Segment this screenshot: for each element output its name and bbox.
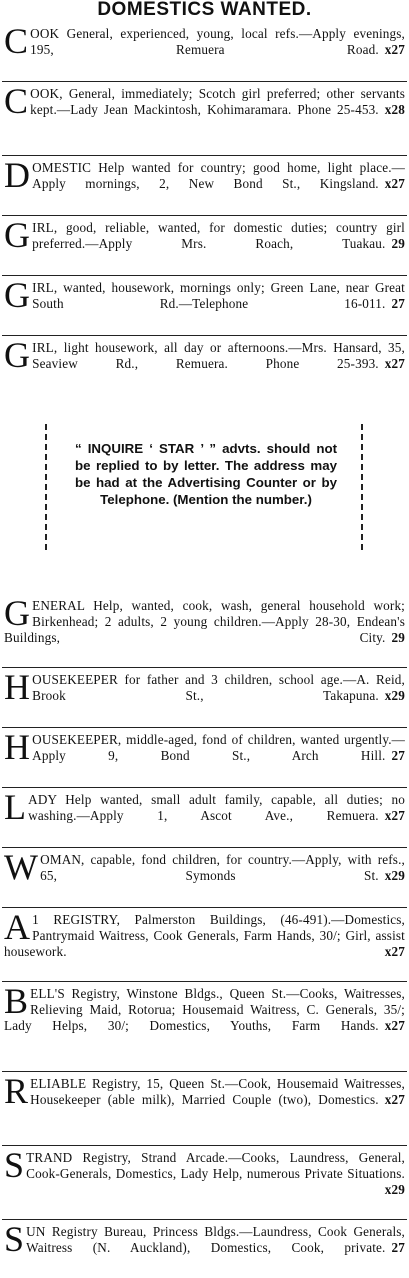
drop-cap: C [4, 21, 29, 61]
ad-text: OUSEKEEPER for father and 3 children, school age.—A. Reid, Brook St., Takapuna. [32, 672, 405, 703]
drop-cap: L [4, 787, 27, 827]
drop-cap: S [4, 1145, 25, 1185]
ad-text: OOK, General, immediately; Scotch girl preferred; other servants kept.—Lady Jean Mackintosh, Kohimaramara. Phone 25-453. [30, 86, 405, 117]
classified-ad [4, 847, 405, 904]
ad-text: ELIABLE Registry, 15, Queen St.—Cook, Housemaid Waitresses, Housekeeper (able milk), Married Couple (two), Domestics. [30, 1076, 405, 1107]
classified-ad [4, 727, 405, 784]
ad-text: OMESTIC Help wanted for country; good home, light place.—Apply mornings, 2, New Bond St., Kingsland. [32, 160, 405, 191]
ad-code: 29 [391, 630, 405, 645]
classified-ad [4, 215, 405, 272]
drop-cap: G [4, 275, 31, 315]
ad-text: ENERAL Help, wanted, cook, wash, general household work; Birkenhead; 2 adults, 2 young children.—Apply 28-30, Endean's Buildings, City. [4, 598, 405, 645]
ad-text: TRAND Registry, Strand Arcade.—Cooks, Laundress, General, Cook-Generals, Domestics, Lady Help, numerous Private Situations. [26, 1150, 405, 1181]
classified-ad [4, 1071, 405, 1142]
ad-text: UN Registry Bureau, Princess Bldgs.—Laundress, Cook Generals, Waitress (N. Auckland), Domestics, Cook, private. [26, 1224, 405, 1255]
ad-code: 27 [391, 296, 405, 311]
ad-code: 27 [391, 1240, 405, 1255]
divider-rule [2, 667, 407, 668]
ad-code: x27 [384, 944, 405, 959]
classified-ad [4, 81, 405, 152]
ad-code: x27 [384, 1018, 405, 1033]
drop-cap: H [4, 727, 31, 767]
classified-ad [4, 787, 405, 844]
ad-code: x29 [384, 688, 405, 703]
classified-ad [4, 155, 405, 212]
divider-rule [2, 981, 407, 982]
classified-ad [4, 1145, 405, 1216]
section-heading: DOMESTICS WANTED. [97, 0, 312, 20]
drop-cap: S [4, 1219, 25, 1259]
classified-ad [4, 21, 405, 78]
ad-text: ADY Help wanted, small adult family, capable, all duties; no washing.—Apply 1, Ascot Ave., Remuera. [28, 792, 405, 823]
drop-cap: G [4, 593, 31, 633]
divider-rule [2, 847, 407, 848]
ad-code: x28 [384, 102, 405, 117]
divider-rule [2, 81, 407, 82]
drop-cap: G [4, 215, 31, 255]
divider-rule [2, 335, 407, 336]
ad-code: x29 [384, 868, 405, 883]
divider-rule [2, 1145, 407, 1146]
ad-text: OMAN, capable, fond children, for country.—Apply, with refs., 65, Symonds St. [40, 852, 405, 883]
ad-text: 1 REGISTRY, Palmerston Buildings, (46-491).—Domestics, Pantrymaid Waitress, Cook Generals, Farm Hands, 30/; Girl, assist housework. [4, 912, 405, 959]
ad-code: x27 [384, 356, 405, 371]
ad-code: x29 [384, 1182, 405, 1197]
classified-ad [4, 667, 405, 724]
ad-text: IRL, light housework, all day or afternoons.—Mrs. Hansard, 35, Seaview Rd., Remuera. Phone 25-393. [32, 340, 405, 371]
inquiry-notice-text: “ INQUIRE ‘ STAR ’ ” advts. should not be replied to by letter. The address may be had at the Advertising Counter or by Telephone. (Mention the number.) [75, 441, 337, 507]
drop-cap: W [4, 847, 39, 887]
classified-ad [4, 907, 405, 978]
ad-text: IRL, wanted, housework, mornings only; Green Lane, near Great South Rd.—Telephone 16-011. [32, 280, 405, 311]
inquiry-notice-box [45, 424, 363, 550]
drop-cap: H [4, 667, 31, 707]
drop-cap: B [4, 981, 29, 1021]
drop-cap: A [4, 907, 31, 947]
drop-cap: D [4, 155, 31, 195]
divider-rule [2, 155, 407, 156]
ad-text: OOK General, experienced, young, local refs.—Apply evenings, 195, Remuera Road. [30, 26, 405, 57]
divider-rule [2, 907, 407, 908]
classified-ad [4, 275, 405, 332]
ad-code: 29 [391, 236, 405, 251]
divider-rule [2, 787, 407, 788]
ad-code: 27 [391, 748, 405, 763]
classified-ad [4, 593, 405, 664]
ad-code: x27 [384, 808, 405, 823]
drop-cap: C [4, 81, 29, 121]
ad-text: OUSEKEEPER, middle-aged, fond of children, wanted urgently.—Apply 9, Bond St., Arch Hill. [32, 732, 405, 763]
divider-rule [2, 727, 407, 728]
classified-ad [4, 981, 405, 1068]
divider-rule [2, 1071, 407, 1072]
divider-rule [2, 1219, 407, 1220]
ad-text: ELL'S Registry, Winstone Bldgs., Queen St.—Cooks, Waitresses, Relieving Maid, Rotorua; Housemaid Waitress, C. Generals, 35/; Lady Helps, 30/; Domestics, Youths, Farm Hands. [4, 986, 405, 1033]
divider-rule [2, 275, 407, 276]
divider-rule [2, 215, 407, 216]
classified-ad [4, 335, 405, 392]
classified-ad [4, 1219, 405, 1276]
drop-cap: G [4, 335, 31, 375]
ad-text: IRL, good, reliable, wanted, for domestic duties; country girl preferred.—Apply Mrs. Roach, Tuakau. [32, 220, 405, 251]
ad-code: x27 [384, 176, 405, 191]
ad-code: x27 [384, 42, 405, 57]
drop-cap: R [4, 1071, 29, 1111]
ad-code: x27 [384, 1092, 405, 1107]
